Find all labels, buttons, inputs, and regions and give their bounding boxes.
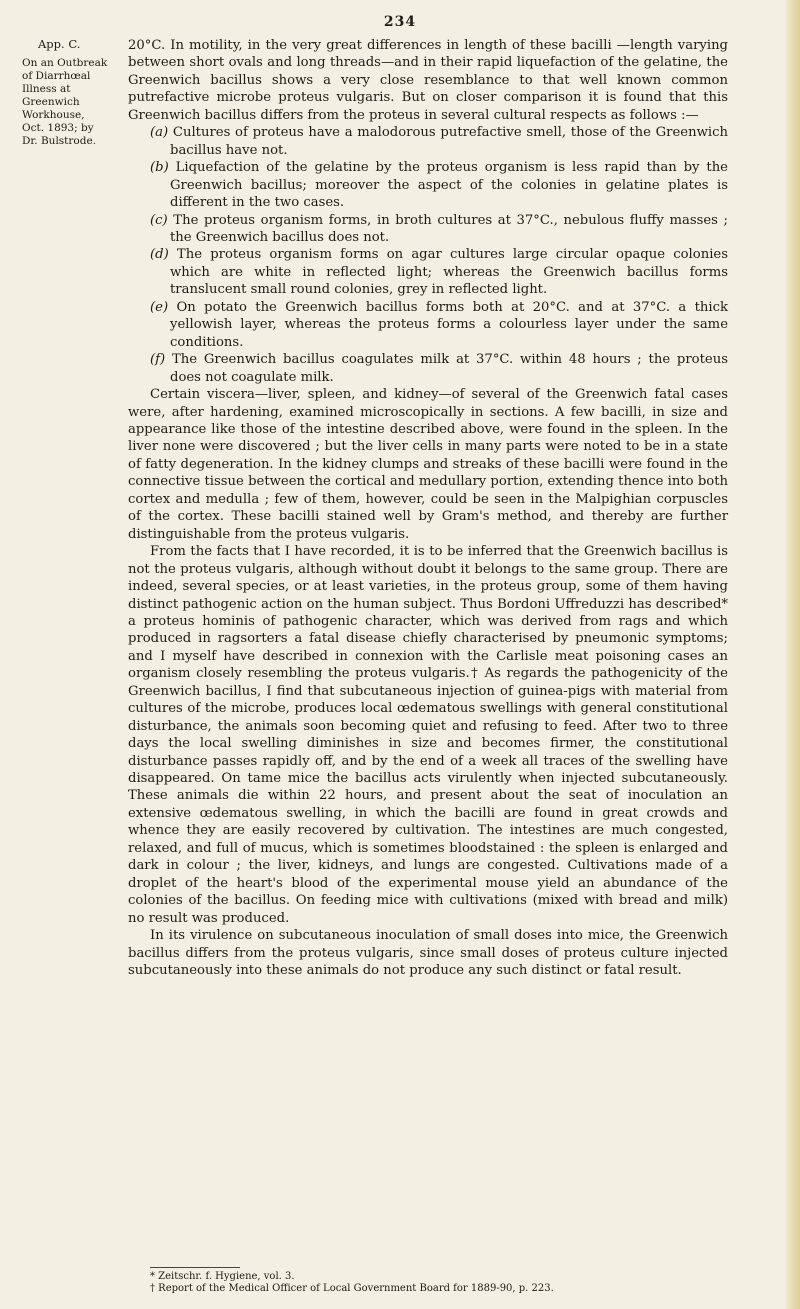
margin-note-line: Workhouse,	[22, 109, 85, 121]
footnote: * Zeitschr. f. Hygiene, vol. 3.	[150, 1271, 295, 1282]
list-item	[128, 159, 728, 211]
footnote-rule	[150, 1267, 240, 1268]
footnote: † Report of the Medical Officer of Local Government Board for 1889-90, p. 223.	[150, 1283, 554, 1294]
list-item	[128, 299, 728, 351]
list-item-text: Cultures of proteus have a malodorous putrefactive smell, those of the Greenwich bacillus have not.	[170, 125, 728, 158]
list-item-label: (d)	[150, 247, 169, 263]
list-item-label: (a)	[150, 125, 169, 141]
list-item-label: (c)	[150, 212, 168, 228]
list-item-text: On potato the Greenwich bacillus forms both at 20°C. and at 37°C. a thick yellowish layer, whereas the proteus forms a colourless layer under the same conditions.	[170, 299, 728, 350]
list-item-text: Liquefaction of the gelatine by the proteus organism is less rapid than by the Greenwich bacillus; moreover the aspect of the colonies in gelatine plates is different in the two cases.	[170, 160, 728, 211]
appendix-label: App. C.	[38, 37, 81, 51]
margin-note-line: Dr. Bulstrode.	[22, 135, 97, 147]
margin-note	[22, 37, 108, 148]
margin-note-line: Greenwich	[22, 96, 80, 108]
margin-note-line: On an Outbreak	[22, 57, 108, 69]
list-item-text: The proteus organism forms on agar cultures large circular opaque colonies which are white in reflected light; whereas the Greenwich bacillus forms translucent small round colonies, grey in reflected light.	[170, 247, 728, 298]
list-item	[128, 351, 728, 386]
list-item	[128, 212, 728, 247]
list-item	[128, 124, 728, 159]
paragraph-facts: From the facts that I have recorded, it is to be inferred that the Greenwich bacillus is not the proteus vulgaris, although without doubt it belongs to the same group. There are indeed, several species, or at least varieties, in the proteus group, some of them having distinct pathogenic action on the human subject. Thus Bordoni Uffreduzzi has described* a proteus hominis of pathogenic character, which was derived from rags and which produced in ragsorters a fatal disease chiefly characterised by pneumonic symptoms; and I myself have described in connexion with the Carlisle meat poisoning cases an organism closely resembling the proteus vulgaris.† As regards the pathogenicity of the Greenwich bacillus, I find that subcutaneous injection of guinea-pigs with material from cultures of the microbe, produces local œdematous swellings with general constitutional disturbance, the animals soon becoming quiet and refusing to feed. After two to three days the local swelling diminishes in size and becomes firmer, the constitutional disturbance passes rapidly off, and by the end of a week all traces of the swelling have disappeared. On tame mice the bacillus acts virulently when injected subcutaneously. These animals die within 22 hours, and present about the seat of inoculation an extensive œdematous swelling, in which the bacilli are found in great crowds and whence they are easily recovered by cultivation. The intestines are much congested, relaxed, and full of mucus, which is sometimes bloodstained : the spleen is enlarged and dark in colour ; the liver, kidneys, and lungs are congested. Cultivations made of a droplet of the heart's blood of the experimental mouse yield an abundance of the colonies of the bacillus. On feeding mice with cultivations (mixed with bread and milk) no result was produced.	[128, 544, 728, 926]
margin-note-line: of Diarrhœal	[22, 70, 91, 82]
list-item-label: (b)	[150, 160, 169, 176]
footnotes	[150, 1267, 740, 1295]
list-item-label: (e)	[150, 299, 169, 315]
list-item	[128, 246, 728, 298]
paragraph-viscera: Certain viscera—liver, spleen, and kidney—of several of the Greenwich fatal cases were, after hardening, examined microscopically in sections. A few bacilli, in size and appearance like those of the intestine described above, were found in the spleen. In the liver none were discovered ; but the liver cells in many parts were noted to be in a state of fatty degeneration. In the kidney clumps and streaks of these bacilli were found in the connective tissue between the cortical and medullary portion, extending thence into both cortex and medulla ; few of them, however, could be seen in the Malpighian corpuscles of the cortex. These bacilli stained well by Gram's method, and thereby are further distinguishable from the proteus vulgaris.	[128, 387, 728, 542]
list-item-text: The Greenwich bacillus coagulates milk at 37°C. within 48 hours ; the proteus does not coagulate milk.	[170, 352, 728, 385]
comparison-list	[128, 124, 728, 386]
paragraph-virulence: In its virulence on subcutaneous inoculation of small doses into mice, the Greenwich bacillus differs from the proteus vulgaris, since small doses of proteus culture injected subcutaneously into these animals do not produce any such distinct or fatal result.	[128, 928, 728, 979]
margin-note-line: Illness at	[22, 83, 71, 95]
page-number: 234	[383, 14, 417, 30]
intro-paragraph: 20°C. In motility, in the very great differences in length of these bacilli —length varying between short ovals and long threads—and in their rapid liquefaction of the gelatine, the Greenwich bacillus shows a very close resemblance to that well known common putrefactive microbe proteus vulgaris. But on closer comparison it is found that this Greenwich bacillus differs from the proteus in several cultural respects as follows :—	[128, 38, 728, 123]
list-item-text: The proteus organism forms, in broth cultures at 37°C., nebulous fluffy masses ; the Greenwich bacillus does not.	[170, 212, 728, 245]
list-item-label: (f)	[150, 352, 166, 368]
body-text	[128, 37, 728, 979]
page-edge-shadow	[786, 0, 800, 1309]
margin-note-line: Oct. 1893; by	[22, 122, 94, 134]
